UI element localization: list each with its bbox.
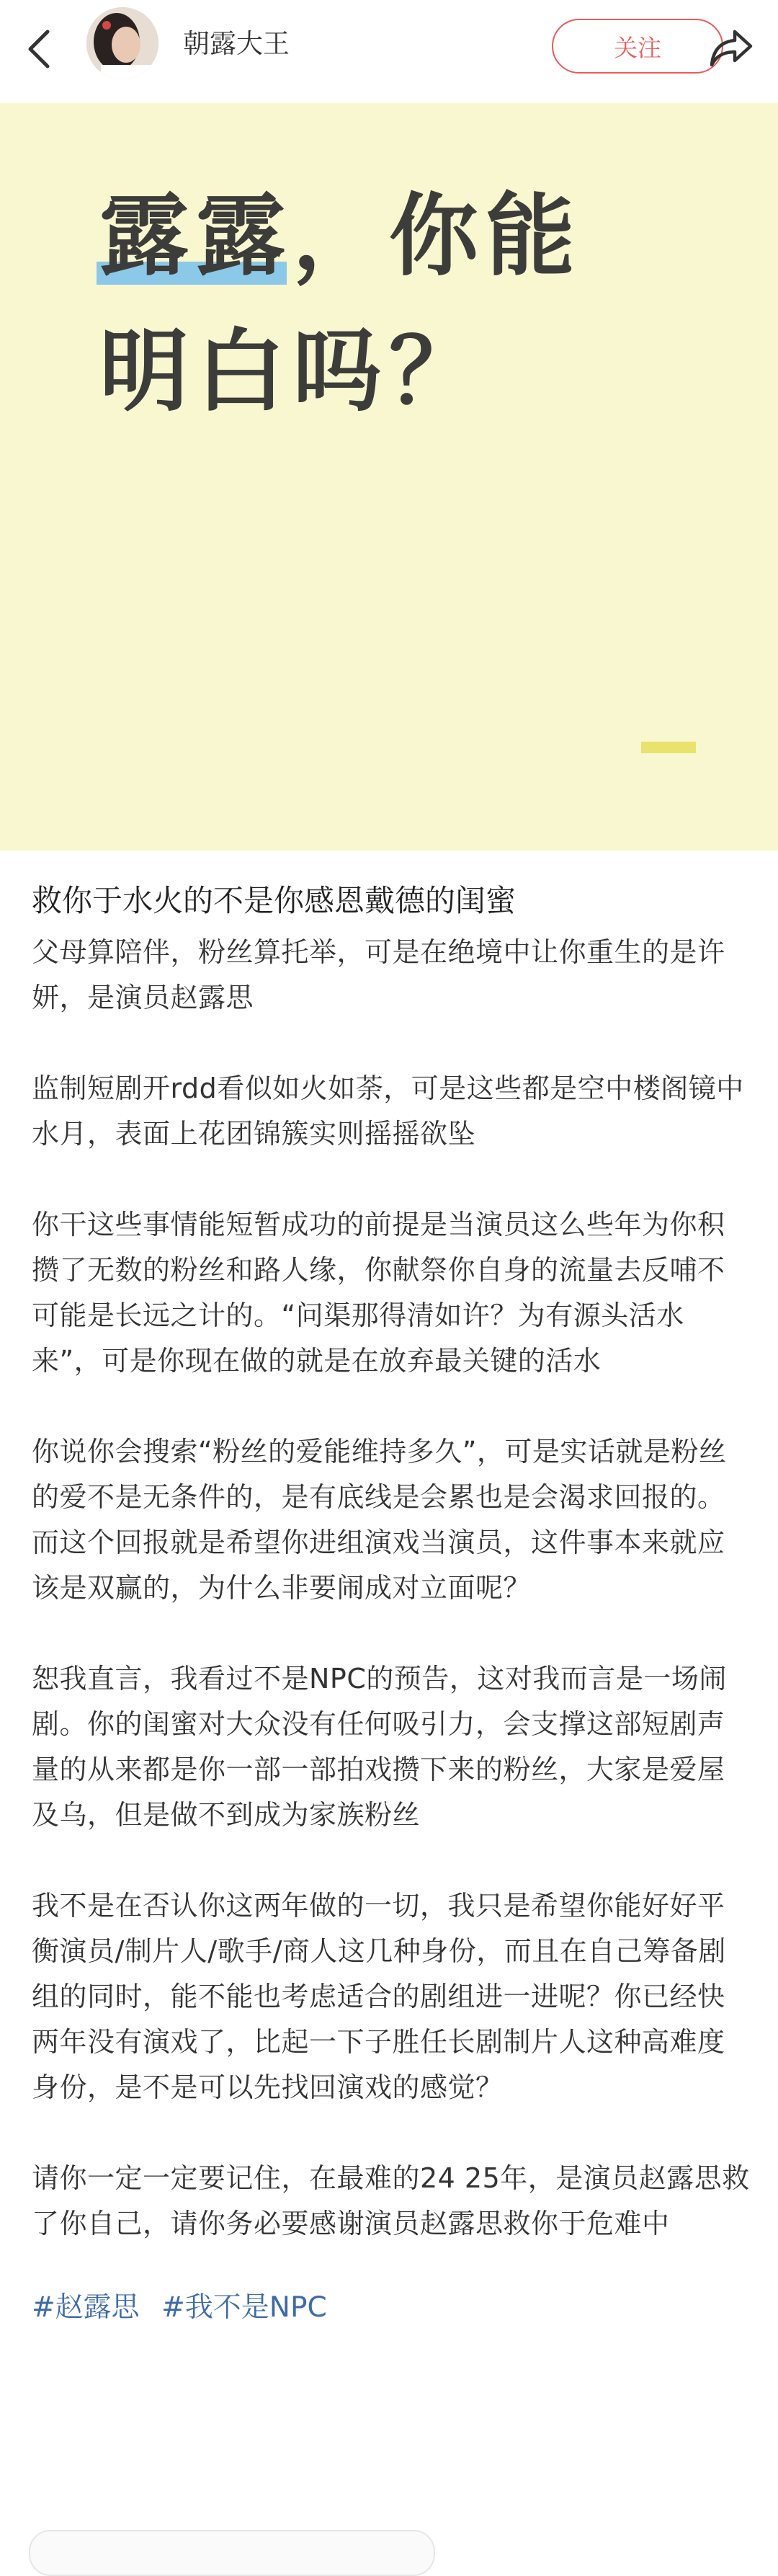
hashtag-list (32, 2285, 752, 2325)
avatar[interactable] (86, 7, 158, 79)
paragraph: 请你一定一定要记住，在最难的24 25年，是演员赵露思救了你自己，请你务必要感谢演员赵露思救你于危难中 (32, 2162, 750, 2239)
cover-title-line1: 露露，你能 (99, 185, 583, 288)
avatar-image (86, 7, 158, 79)
paragraph: 父母算陪伴，粉丝算托举，可是在绝境中让你重生的是许妍，是演员赵露思 (32, 936, 725, 1013)
top-bar (0, 0, 778, 103)
cover-image (0, 103, 778, 850)
hashtag-link[interactable]: #赵露思 (32, 2291, 140, 2324)
paragraph: 你干这些事情能短暂成功的前提是当演员这么些年为你积攒了无数的粉丝和路人缘，你献祭你自身的流量去反哺不可能是长远之计的。“问渠那得清如许？为有源头活水来”，可是你现在做的就是在放弃最关键的活水 (32, 1209, 725, 1377)
paragraph: 监制短剧开rdd看似如火如荼，可是这些都是空中楼阁镜中水月，表面上花团锦簇实则摇摇欲坠 (32, 1072, 744, 1150)
post-title: 救你于水火的不是你感恩戴德的闺蜜 (32, 883, 517, 918)
bottom-input-bar[interactable] (29, 2530, 435, 2576)
author-name[interactable]: 朝露大王 (183, 28, 290, 59)
decorative-dash (641, 742, 696, 753)
follow-button[interactable]: 关注 (552, 19, 723, 74)
paragraph: 你说你会搜索“粉丝的爱能维持多久”，可是实话就是粉丝的爱不是无条件的，是有底线是会累也是会渴求回报的。而这个回报就是希望你进组演戏当演员，这件事本来就应该是双赢的，为什么非要闹成对立面呢？ (32, 1436, 727, 1604)
hashtag-link[interactable]: #我不是NPC (161, 2291, 327, 2324)
paragraph: 恕我直言，我看过不是NPC的预告，这对我而言是一场闹剧。你的闺蜜对大众没有任何吸引力，会支撑这部短剧声量的从来都是你一部一部拍戏攒下来的粉丝，大家是爱屋及乌，但是做不到成为家族粉丝 (32, 1663, 727, 1831)
share-icon[interactable] (706, 22, 756, 72)
back-arrow-icon[interactable] (24, 27, 53, 71)
paragraph: 我不是在否认你这两年做的一切，我只是希望你能好好平衡演员/制片人/歌手/商人这几种身份，而且在自己筹备剧组的同时，能不能也考虑适合的剧组进一进呢？你已经快两年没有演戏了，比起一下子胜任长剧制片人这种高难度身份，是不是可以先找回演戏的感觉？ (32, 1890, 726, 2103)
post-body (32, 879, 752, 2325)
cover-title-line2: 明白吗？ (99, 320, 486, 424)
